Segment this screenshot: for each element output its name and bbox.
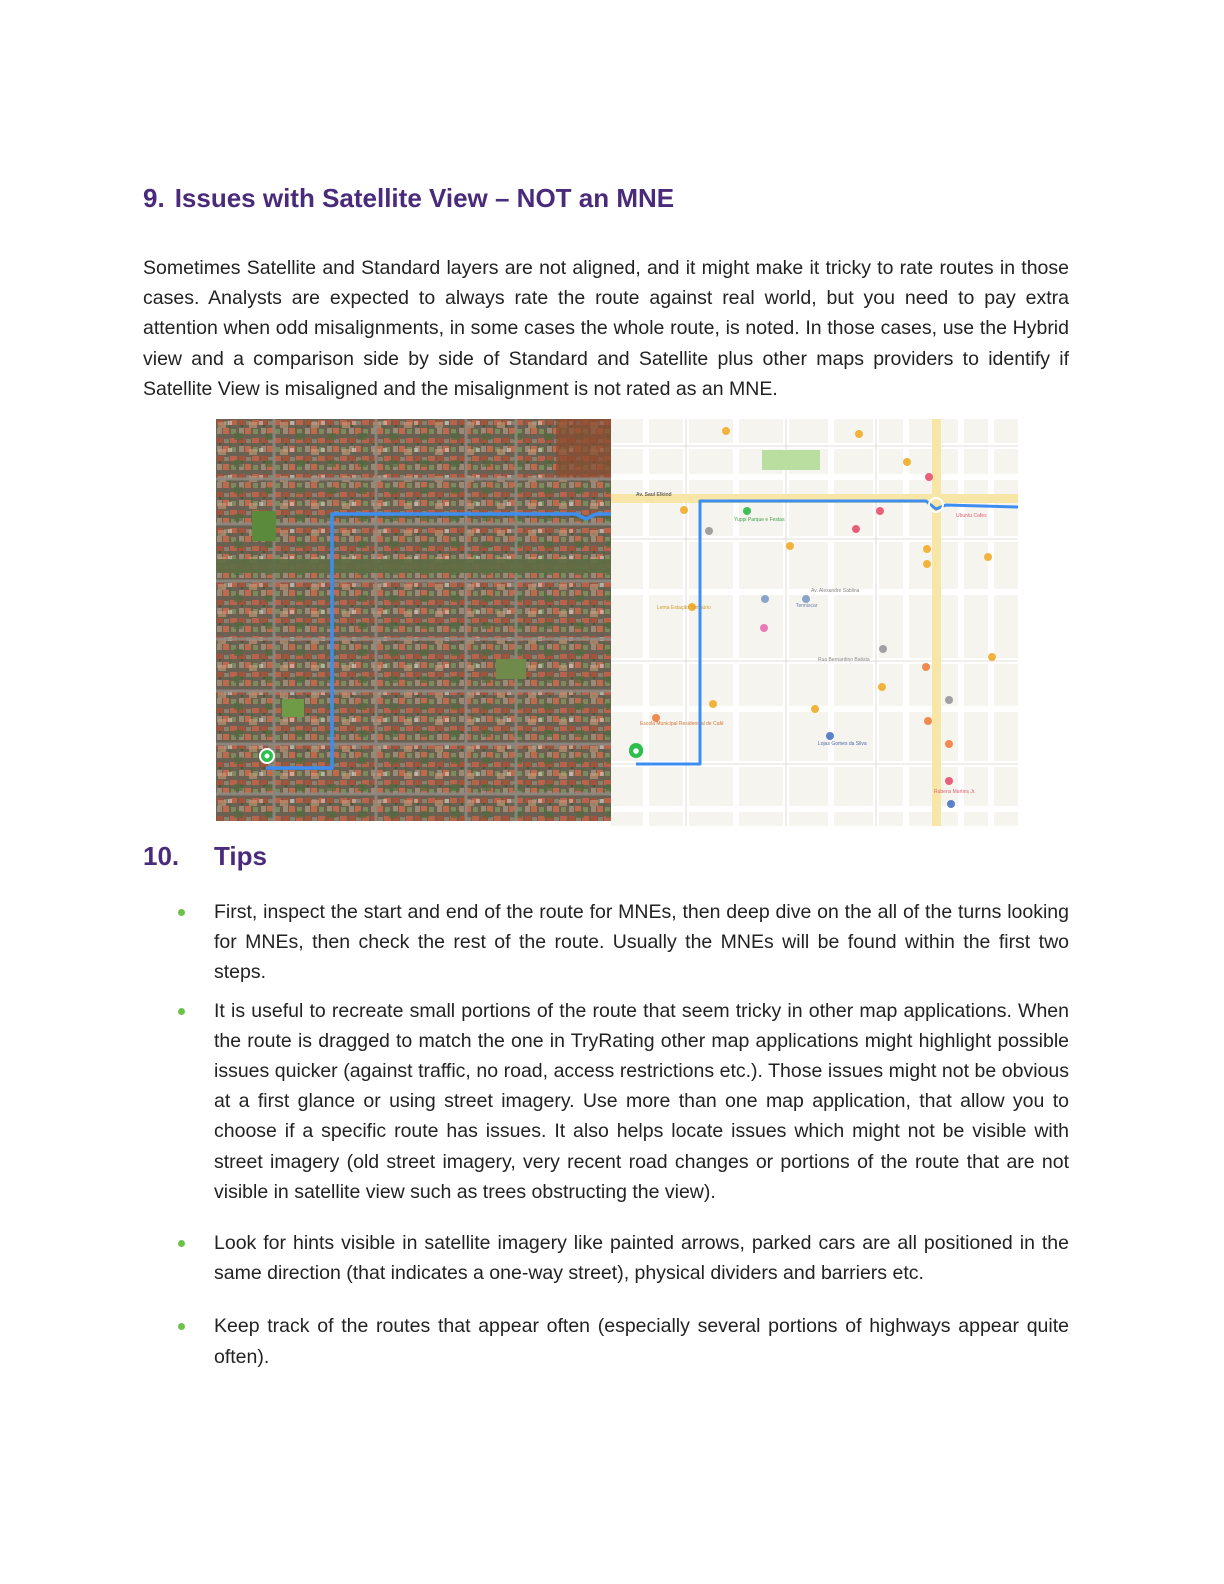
svg-text:Tenniscar: Tenniscar <box>796 603 818 609</box>
tip-text: It is useful to recreate small portions of the route that seem tricky in other map applications. When the route is dragged to match the one in TryRating other map applications might highlight possible issues quicker (against traffic, no road, access restrictions etc.). Those issues might not be obvious at a first glance or using street imagery. Use more than one map application, that allow you to choose if a specific route has issues. It also helps locate issues which might not be visible with street imagery (old street imagery, very recent road changes or portions of the route that are not visible in satellite view such as trees obstructing the view). <box>214 999 1069 1203</box>
svg-text:Av. Alexandre Sablina: Av. Alexandre Sablina <box>811 588 860 594</box>
list-item <box>214 1311 1069 1371</box>
standard-map-panel <box>611 419 1018 826</box>
bullet-icon <box>178 909 185 916</box>
svg-text:Yuppi Parque e Festas: Yuppi Parque e Festas <box>734 517 785 523</box>
section-number: 10. <box>143 841 180 871</box>
svg-text:Lema Estação Tambúrio: Lema Estação Tambúrio <box>657 605 711 611</box>
tip-text: Look for hints visible in satellite imagery like painted arrows, parked cars are all positioned in the same direction (that indicates a one-way street), physical dividers and barriers etc. <box>214 1232 1069 1285</box>
bullet-icon <box>178 1323 185 1330</box>
map-comparison-figure <box>216 419 1018 826</box>
tip-text: Keep track of the routes that appear often (especially several portions of highways appear quite often). <box>214 1315 1069 1368</box>
section-9-paragraph: Sometimes Satellite and Standard layers are not aligned, and it might make it tricky to rate routes in those cases. Analysts are expected to always rate the route against real world, but you need to pay extra attention when odd misalignments, in some cases the whole route, is noted. In those cases, use the Hybrid view and a comparison side by side of Standard and Satellite plus other maps providers to identify if Satellite View is misaligned and the misalignment is not rated as an MNE. <box>143 257 1069 400</box>
svg-text:Ubuntu Cafes: Ubuntu Cafes <box>956 513 987 519</box>
section-number: 9. <box>143 183 165 213</box>
list-item <box>214 1228 1069 1288</box>
section-9-heading <box>143 183 674 214</box>
tips-list <box>214 897 1069 1372</box>
bullet-icon <box>178 1008 185 1015</box>
section-title: Issues with Satellite View – NOT an MNE <box>174 183 675 213</box>
svg-text:Lojas Gomes da Silva: Lojas Gomes da Silva <box>818 741 867 747</box>
svg-text:Escola Municipal Residencial d: Escola Municipal Residencial de Café <box>640 721 724 727</box>
route-start-marker <box>260 749 274 763</box>
section-title: Tips <box>214 841 267 871</box>
svg-text:Rubens Martins Jr.: Rubens Martins Jr. <box>934 789 976 795</box>
svg-text:Av. Saul Elkind: Av. Saul Elkind <box>636 492 672 498</box>
list-item <box>214 996 1069 1207</box>
satellite-map-panel <box>216 419 611 821</box>
bullet-icon <box>178 1240 185 1247</box>
svg-text:Rua Bernardino Batista: Rua Bernardino Batista <box>818 657 870 663</box>
section-10-heading <box>143 841 267 872</box>
list-item <box>214 897 1069 988</box>
tip-text: First, inspect the start and end of the route for MNEs, then deep dive on the all of the turns looking for MNEs, then check the rest of the route. Usually the MNEs will be found within the first two steps. <box>214 901 1069 984</box>
